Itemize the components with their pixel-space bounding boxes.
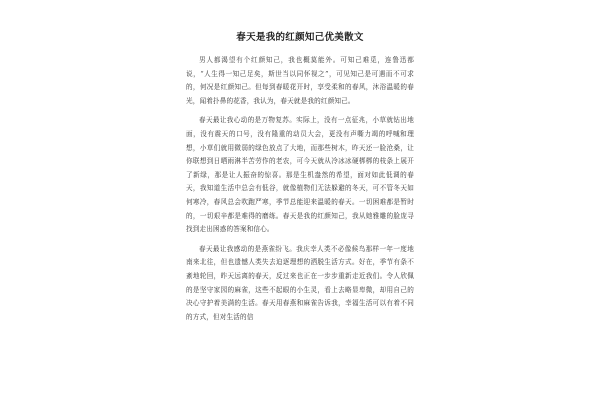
paragraph-2: 春天最让我心动的是万物复苏。实际上，没有一点征兆，小草就钻出地面，没有震天的口号，没有隆重的动员大会，更没有声嘶力竭的呼喊和理想，小草们就用微弱的绿色放点了大地，而那些树木，昨天还一脸沧桑，让你联想到日晒雨淋半苦劳作的老农，可今天就从冷冰冰硬梆梆的枝条上展开了新绿，那是让人振奋的惊喜。那是生机盎然的希望，面对如此低调的春天，我知道生活中总会有低谷，就像植物们无法躲避的冬天，可不管冬天如何寒冷，春风总会吹跑严寒，季节总能迎来温暖的春天。一切困难都是暂时的，一切艰辛都是难得的磨练。春天是我的红颜知己，我从她雅雕的脸庞寻找到走出困惑的答案和信心。 xyxy=(186,116,414,234)
paragraph-3: 春天最让我感动的是燕雀纷飞。我庆幸人类不必像候鸟那样一年一度地南来北往，但也遗憾人类失去迫逐理想的洒脱生活方式。好在，季节有条不紊地轮回，昨天远离的春天，反过来也正在一步步重新走近我们。令人欣佩的是坚守家园的麻雀，这些不起眼的小生灵，看上去略显卑微，却用自己的决心守护着美满的生活。春天用春燕和麻雀告诉我，幸福生活可以有着不同的方式，但对生活的信 xyxy=(186,244,414,321)
document-body xyxy=(186,32,414,330)
document-title: 春天是我的红颜知己优美散文 xyxy=(236,32,364,43)
paragraph-1: 男人都渴望有个红颜知己，我也概莫能外。可知己难觅，连鲁迅都说，“人生得一知己足矣，斯世当以同怀视之”，可见知己是可遇而不可求的，何况是红颜知己。但每到春暖花开时，享受柔和的春风，沐浴温暖的春光，闻着扑鼻的花香，我认为，春天就是我的红颜知己。 xyxy=(186,56,414,105)
